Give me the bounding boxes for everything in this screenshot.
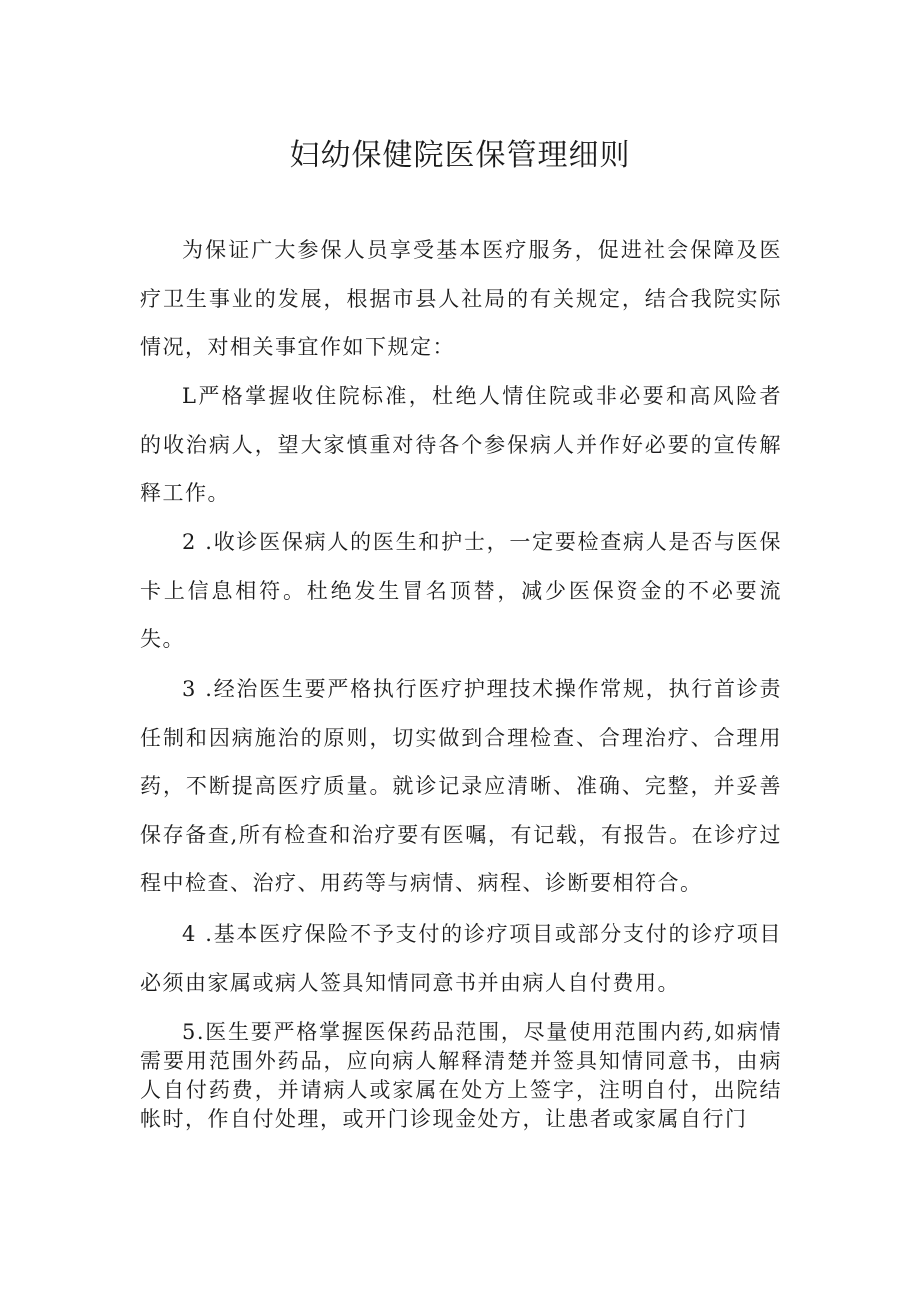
page-title: 妇幼保健院医保管理细则 [289, 138, 631, 173]
intro-paragraph: 为保证广大参保人员享受基本医疗服务，促进社会保障及医疗卫生事业的发展，根据市县人社局的有关规定，结合我院实际情况，对相关事宜作如下规定： [140, 238, 782, 359]
rule-item-4: 4 .基本医疗保险不予支付的诊疗项目或部分支付的诊疗项目必须由家属或病人签具知情同意书并由病人自付费用。 [140, 922, 782, 995]
rule-item-3: 3 .经治医生要严格执行医疗护理技术操作常规，执行首诊责任制和因病施治的原则，切实做到合理检查、合理治疗、合理用药，不断提高医疗质量。就诊记录应清晰、准确、完整，并妥善保存备查,所有检查和治疗要有医嘱，有记载，有报告。在诊疗过程中检查、治疗、用药等与病情、病程、诊断要相符合。 [140, 677, 782, 895]
rule-item-1: L严格掌握收住院标准，杜绝人情住院或非必要和高风险者的收治病人，望大家慎重对待各个参保病人并作好必要的宣传解释工作。 [140, 384, 782, 505]
rule-item-5: 5.医生要严格掌握医保药品范围，尽量使用范围内药,如病情需要用范围外药品，应向病人解释清楚并签具知情同意书，由病人自付药费，并请病人或家属在处方上签字，注明自付，出院结帐时，作自付处理，或开门诊现金处方，让患者或家属自行门 [140, 1020, 782, 1131]
rule-item-2: 2 .收诊医保病人的医生和护士，一定要检查病人是否与医保卡上信息相符。杜绝发生冒名顶替，减少医保资金的不必要流失。 [140, 530, 782, 651]
